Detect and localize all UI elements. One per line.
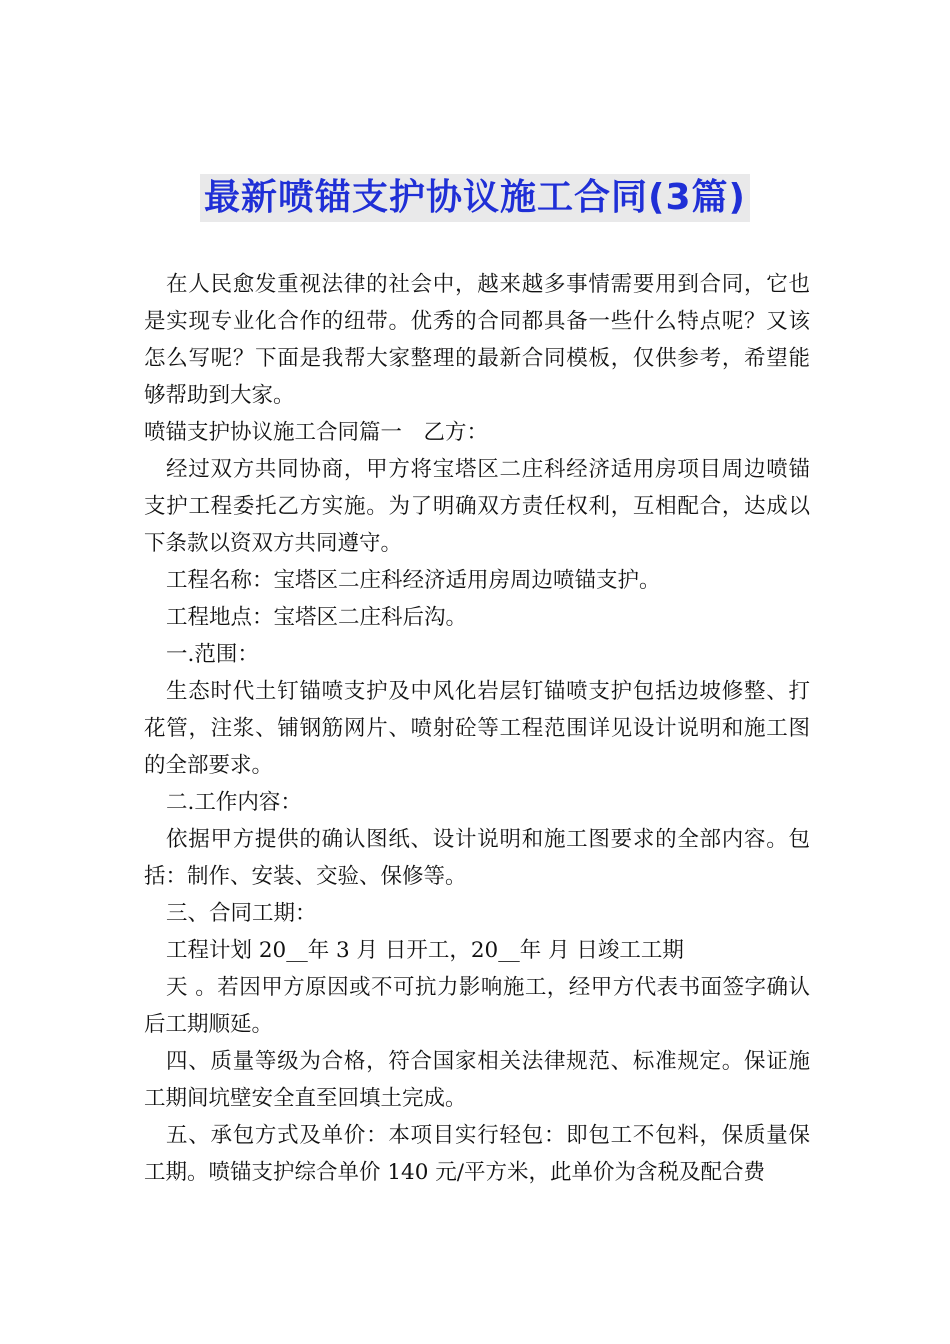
paragraph-quality: 四、质量等级为合格，符合国家相关法律规范、标准规定。保证施工期间坑壁安全直至回填土完成。	[144, 1049, 810, 1111]
document-body	[144, 266, 810, 1191]
paragraph-extension: 天 。若因甲方原因或不可抗力影响施工，经甲方代表书面签字确认后工期顺延。	[144, 975, 810, 1037]
paragraph-section-heading: 喷锚支护协议施工合同篇一 乙方：	[144, 420, 489, 445]
paragraph-project-location: 工程地点：宝塔区二庄科后沟。	[166, 605, 468, 630]
title-container	[0, 174, 950, 222]
paragraph-pricing: 五、承包方式及单价：本项目实行轻包：即包工不包料，保质量保工期。喷锚支护综合单价 140 元/平方米，此单价为含税及配合费	[144, 1123, 810, 1185]
paragraph-scope-heading: 一.范围：	[166, 642, 259, 667]
paragraph-scope: 生态时代土钉锚喷支护及中风化岩层钉锚喷支护包括边坡修整、打花管，注浆、铺钢筋网片、喷射砼等工程范围详见设计说明和施工图的全部要求。	[144, 679, 810, 778]
document-title: 最新喷锚支护协议施工合同(3篇)	[200, 174, 750, 222]
paragraph-agreement: 经过双方共同协商，甲方将宝塔区二庄科经济适用房项目周边喷锚支护工程委托乙方实施。为了明确双方责任权利，互相配合，达成以下条款以资双方共同遵守。	[144, 457, 810, 556]
paragraph-work-content: 依据甲方提供的确认图纸、设计说明和施工图要求的全部内容。包括：制作、安装、交验、保修等。	[144, 827, 810, 889]
paragraph-duration-heading: 三、合同工期：	[166, 901, 317, 926]
paragraph-work-heading: 二.工作内容：	[166, 790, 302, 815]
paragraph-project-name: 工程名称：宝塔区二庄科经济适用房周边喷锚支护。	[166, 568, 661, 593]
paragraph-schedule: 工程计划 20__年 3 月 日开工，20__年 月 日竣工工期	[166, 938, 684, 963]
paragraph-intro: 在人民愈发重视法律的社会中，越来越多事情需要用到合同，它也是实现专业化合作的纽带。优秀的合同都具备一些什么特点呢？又该怎么写呢？下面是我帮大家整理的最新合同模板，仅供参考，希望能够帮助到大家。	[144, 272, 810, 408]
